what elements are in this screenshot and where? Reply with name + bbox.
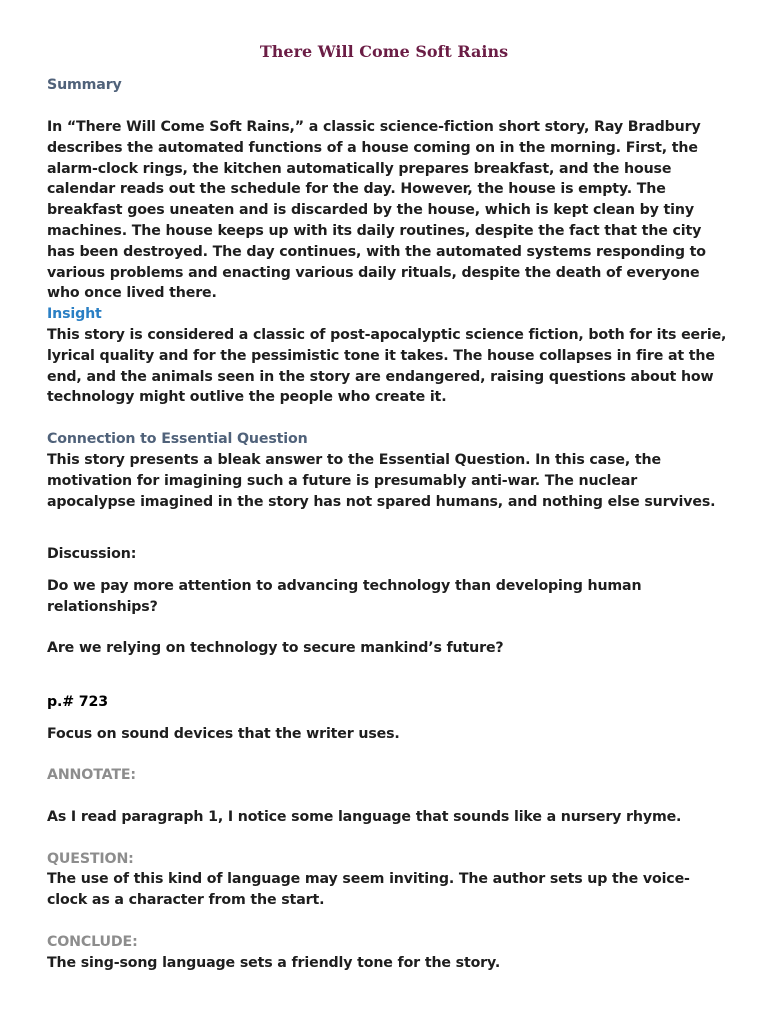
connection-text: This story presents a bleak answer to the Essential Question. In this case, the motivation for imagining such a future is presumably anti-war. The nuclear apocalypse imagined in the story has not spared humans, and nothing else survives. bbox=[47, 452, 716, 510]
question-heading: QUESTION: bbox=[47, 851, 134, 867]
summary-heading: Summary bbox=[47, 77, 122, 93]
insight-heading: Insight bbox=[47, 306, 102, 322]
discussion-question-1: Do we pay more attention to advancing technology than developing human relationships? bbox=[47, 578, 642, 615]
conclude-heading: CONCLUDE: bbox=[47, 934, 138, 950]
focus-text: Focus on sound devices that the writer uses. bbox=[47, 726, 400, 742]
document-title: There Will Come Soft Rains bbox=[259, 42, 509, 61]
question-text: The use of this kind of language may seem inviting. The author sets up the voice-clock as a character from the start. bbox=[47, 871, 690, 908]
summary-text: In “There Will Come Soft Rains,” a classic science-fiction short story, Ray Bradbury describes the automated functions of a house coming on in the morning. First, the alarm-clock rings, the kitchen automatically prepares breakfast, and the house calendar reads out the schedule for the day. However, the house is empty. The breakfast goes uneaten and is discarded by the house, which is kept clean by tiny machines. The house keeps up with its daily routines, despite the fact that the city has been destroyed. The day continues, with the automated systems responding to various problems and enacting various daily rituals, despite the death of everyone who once lived there. bbox=[47, 119, 706, 302]
connection-heading: Connection to Essential Question bbox=[47, 431, 308, 447]
page-reference: p.# 723 bbox=[47, 694, 108, 710]
discussion-heading: Discussion: bbox=[47, 546, 137, 562]
annotate-heading: ANNOTATE: bbox=[47, 767, 136, 783]
insight-text: This story is considered a classic of post-apocalyptic science fiction, both for its eerie, lyrical quality and for the pessimistic tone it takes. The house collapses in fire at the end, and the animals seen in the story are endangered, raising questions about how technology might outlive the people who create it. bbox=[47, 327, 727, 406]
conclude-text: The sing-song language sets a friendly tone for the story. bbox=[47, 955, 501, 971]
annotate-text: As I read paragraph 1, I notice some language that sounds like a nursery rhyme. bbox=[47, 809, 682, 825]
discussion-question-2: Are we relying on technology to secure mankind’s future? bbox=[47, 640, 504, 656]
